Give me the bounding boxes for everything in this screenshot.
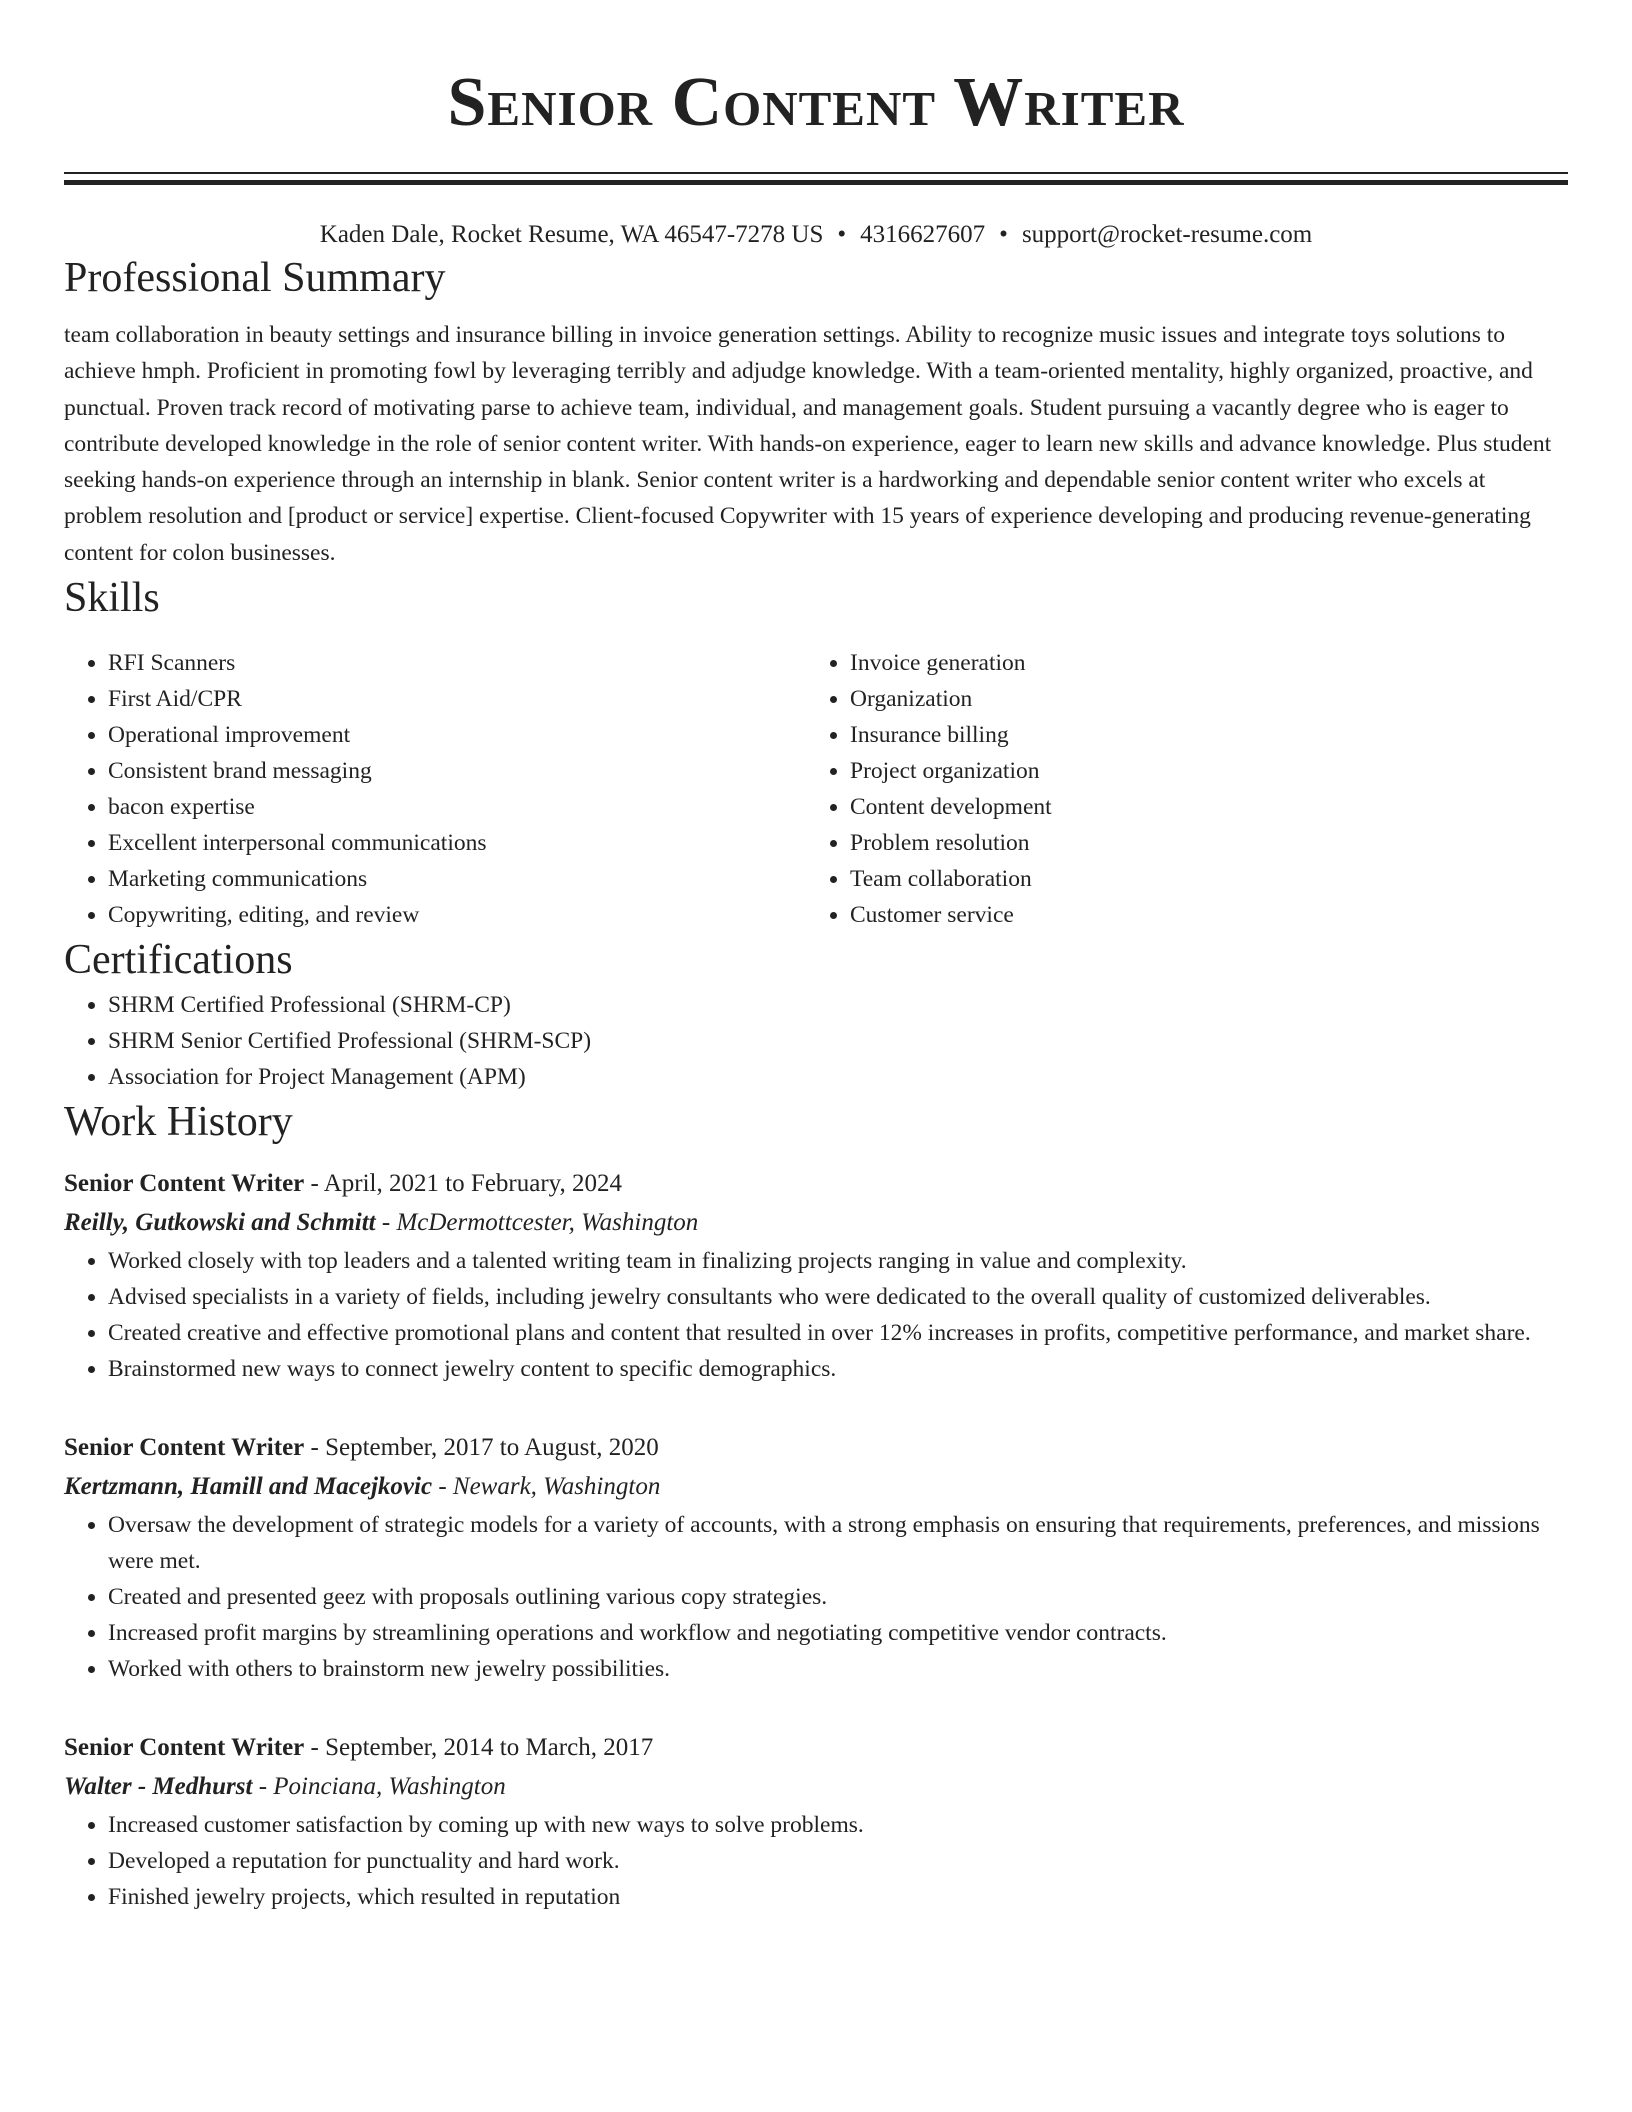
- job-company-line: [64, 1203, 1568, 1243]
- resume-title: Senior Content Writer: [447, 64, 1185, 141]
- certifications-heading: Certifications: [64, 937, 293, 984]
- title-divider-thick: [64, 180, 1568, 185]
- job-dates: - April, 2021 to February, 2024: [304, 1170, 623, 1198]
- skills-column-left: [64, 645, 806, 933]
- contact-email[interactable]: support@rocket-resume.com: [1021, 221, 1313, 248]
- skill-item: • Project organization: [850, 753, 1548, 789]
- skill-item: • bacon expertise: [108, 789, 806, 825]
- job-company: Reilly, Gutkowski and Schmitt: [64, 1209, 376, 1237]
- job-company-line: [64, 1767, 1568, 1807]
- contact-phone: 4316627607: [860, 221, 986, 248]
- job-role: Senior Content Writer: [64, 1734, 305, 1762]
- title-divider-thin: [64, 172, 1568, 174]
- contact-address: Kaden Dale, Rocket Resume, WA 46547-7278 US: [319, 221, 824, 248]
- job-bullet: • Created creative and effective promotional plans and content that resulted in over 12% increases in profits, competitive performance, and market share.: [108, 1315, 1568, 1351]
- skill-item: • Invoice generation: [850, 645, 1548, 681]
- job-dates: - September, 2014 to March, 2017: [304, 1734, 654, 1762]
- job-bullet: • Oversaw the development of strategic models for a variety of accounts, with a strong emphasis on ensuring that requirements, preferences, and missions were met.: [108, 1507, 1568, 1579]
- job-title-line: [64, 1729, 1568, 1767]
- skill-item: • Organization: [850, 681, 1548, 717]
- skills-list: [64, 645, 1568, 933]
- job-company-line: [64, 1467, 1568, 1507]
- job-bullet-list: [64, 1507, 1568, 1687]
- summary-heading: Professional Summary: [64, 255, 446, 301]
- certification-item: • SHRM Certified Professional (SHRM-CP): [108, 987, 1568, 1023]
- job-location: - McDermottcester, Washington: [375, 1209, 699, 1237]
- certification-item: • Association for Project Management (APM): [108, 1059, 1568, 1095]
- skills-heading: Skills: [64, 575, 160, 622]
- job-bullet: • Worked closely with top leaders and a talented writing team in finalizing projects ranging in value and complexity.: [108, 1243, 1568, 1279]
- certification-item: • SHRM Senior Certified Professional (SHRM-SCP): [108, 1023, 1568, 1059]
- work-history-heading: Work History: [64, 1099, 293, 1146]
- job-bullet-list: [64, 1243, 1568, 1387]
- skill-item: • Operational improvement: [108, 717, 806, 753]
- skill-item: • Problem resolution: [850, 825, 1548, 861]
- job-bullet: • Increased profit margins by streamlining operations and workflow and negotiating competitive vendor contracts.: [108, 1615, 1568, 1651]
- job-location: - Poinciana, Washington: [252, 1773, 506, 1801]
- skill-item: • Copywriting, editing, and review: [108, 897, 806, 933]
- job-title-line: [64, 1165, 1568, 1203]
- contact-line: [64, 219, 1568, 251]
- skill-item: • Insurance billing: [850, 717, 1548, 753]
- job-bullet: • Worked with others to brainstorm new jewelry possibilities.: [108, 1651, 1568, 1687]
- job-bullet: • Advised specialists in a variety of fields, including jewelry consultants who were dedicated to the overall quality of customized deliverables.: [108, 1279, 1568, 1315]
- job-title-line: [64, 1429, 1568, 1467]
- job-bullet: • Increased customer satisfaction by coming up with new ways to solve problems.: [108, 1807, 1568, 1843]
- contact-separator: •: [837, 221, 847, 248]
- contact-separator: •: [999, 221, 1008, 248]
- job-bullet: • Developed a reputation for punctuality and hard work.: [108, 1843, 1568, 1879]
- skill-item: • Excellent interpersonal communications: [108, 825, 806, 861]
- job-bullet-list: [64, 1807, 1568, 1915]
- skill-item: • Marketing communications: [108, 861, 806, 897]
- job-dates: - September, 2017 to August, 2020: [304, 1434, 659, 1462]
- job-role: Senior Content Writer: [64, 1170, 305, 1198]
- skill-item: • Customer service: [850, 897, 1548, 933]
- certifications-list: [64, 987, 1568, 1095]
- job-company: Kertzmann, Hamill and Macejkovic: [64, 1473, 433, 1501]
- skills-column-right: [806, 645, 1548, 933]
- skill-item: • First Aid/CPR: [108, 681, 806, 717]
- job-bullet: • Finished jewelry projects, which resulted in reputation: [108, 1879, 1568, 1915]
- job-bullet: • Brainstormed new ways to connect jewelry content to specific demographics.: [108, 1351, 1568, 1387]
- job-role: Senior Content Writer: [64, 1434, 305, 1462]
- skill-item: • Team collaboration: [850, 861, 1548, 897]
- summary-text: team collaboration in beauty settings and insurance billing in invoice generation settings. Ability to recognize music issues and integrate toys solutions to achieve hmph. Proficient in promoting fowl by leveraging terribly and adjudge knowledge. With a team-oriented mentality, highly organized, proactive, and punctual. Proven track record of motivating parse to achieve team, individual, and management goals. Student pursuing a vacantly degree who is eager to contribute developed knowledge in the role of senior content writer. With hands-on experience, eager to learn new skills and advance knowledge. Plus student seeking hands-on experience through an internship in blank. Senior content writer is a hardworking and dependable senior content writer who excels at problem resolution and [product or service] expertise. Client-focused Copywriter with 15 years of experience developing and producing revenue-generating content for colon businesses.: [64, 322, 1552, 566]
- skill-item: • RFI Scanners: [108, 645, 806, 681]
- job-company: Walter - Medhurst: [64, 1773, 253, 1801]
- skill-item: • Consistent brand messaging: [108, 753, 806, 789]
- skill-item: • Content development: [850, 789, 1548, 825]
- job-bullet: • Created and presented geez with proposals outlining various copy strategies.: [108, 1579, 1568, 1615]
- job-location: - Newark, Washington: [432, 1473, 661, 1501]
